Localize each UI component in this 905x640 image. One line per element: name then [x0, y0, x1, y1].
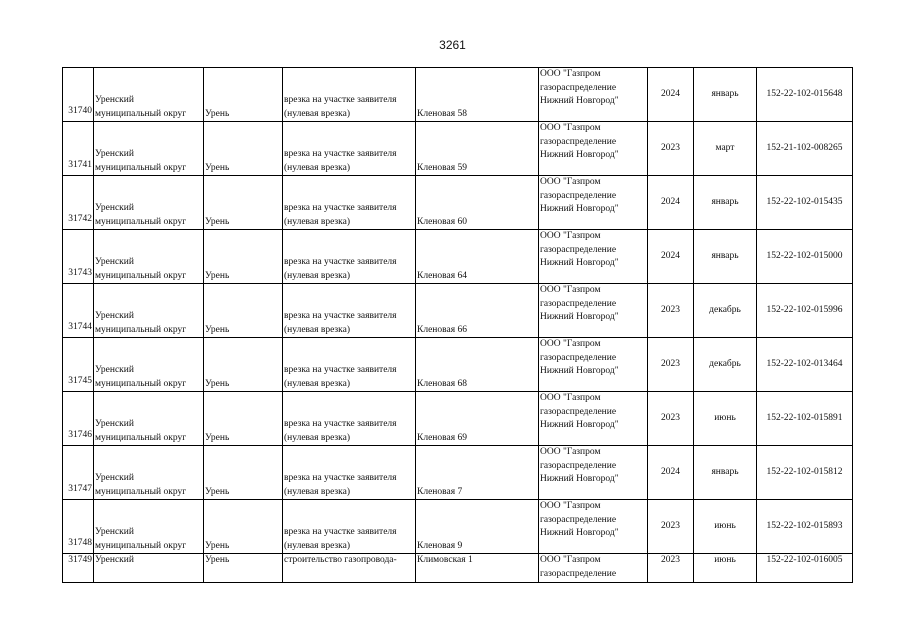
- organization-line: Нижний Новгород": [540, 528, 619, 538]
- organization-line: газораспределение: [540, 460, 617, 471]
- district-cell: [94, 230, 204, 284]
- application-code-cell: 152-22-102-015891: [757, 392, 853, 446]
- month-cell: январь: [694, 176, 757, 230]
- organization-line: Нижний Новгород": [540, 150, 619, 160]
- row-number: 31746: [68, 429, 92, 440]
- month-cell: декабрь: [694, 338, 757, 392]
- work-type-line: врезка на участке заявителя: [284, 419, 397, 429]
- organization-cell: [539, 122, 648, 176]
- row-number-cell: [63, 446, 94, 500]
- organization-line: газораспределение: [540, 82, 617, 93]
- year-cell: 2024: [648, 176, 694, 230]
- district-line: Уренский: [95, 365, 134, 375]
- month-cell: декабрь: [694, 284, 757, 338]
- district-cell: [94, 446, 204, 500]
- district-line: Уренский: [95, 555, 134, 565]
- district-line: Уренский: [95, 527, 134, 537]
- work-type-line: (нулевая врезка): [284, 270, 351, 281]
- organization-cell: [539, 176, 648, 230]
- row-number: 31742: [68, 213, 92, 224]
- work-type-cell: [283, 446, 416, 500]
- address-cell: Климовская 1: [416, 554, 539, 583]
- application-code-cell: 152-22-102-015000: [757, 230, 853, 284]
- district-line: муниципальный округ: [95, 162, 187, 173]
- district-line: муниципальный округ: [95, 486, 187, 497]
- row-number: 31743: [68, 267, 92, 278]
- organization-line: газораспределение: [540, 298, 617, 309]
- work-type-cell: [283, 176, 416, 230]
- district-cell: [94, 68, 204, 122]
- organization-cell: [539, 554, 648, 583]
- locality-cell: Урень: [204, 554, 283, 583]
- organization-line: Нижний Новгород": [540, 204, 619, 214]
- year-cell: 2023: [648, 554, 694, 583]
- table-row: [63, 68, 853, 122]
- locality-cell: Урень: [204, 446, 283, 500]
- district-line: муниципальный округ: [95, 108, 187, 119]
- locality-cell: Урень: [204, 122, 283, 176]
- work-type-cell: [283, 392, 416, 446]
- address-cell: Кленовая 68: [416, 338, 539, 392]
- month-cell: январь: [694, 230, 757, 284]
- locality-cell: Урень: [204, 176, 283, 230]
- organization-line: газораспределение: [540, 514, 617, 525]
- organization-line: ООО "Газпром: [540, 393, 601, 403]
- month-cell: июнь: [694, 392, 757, 446]
- row-number: 31745: [68, 375, 92, 386]
- organization-line: ООО "Газпром: [540, 447, 601, 457]
- district-cell: [94, 338, 204, 392]
- address-cell: Кленовая 64: [416, 230, 539, 284]
- work-type-cell: [283, 554, 416, 583]
- address-cell: Кленовая 58: [416, 68, 539, 122]
- organization-line: ООО "Газпром: [540, 177, 601, 187]
- district-line: муниципальный округ: [95, 216, 187, 227]
- row-number: 31741: [68, 159, 92, 170]
- locality-cell: Урень: [204, 284, 283, 338]
- district-line: Уренский: [95, 149, 134, 159]
- application-code-cell: 152-22-102-016005: [757, 554, 853, 583]
- organization-line: Нижний Новгород": [540, 474, 619, 484]
- work-type-line: врезка на участке заявителя: [284, 203, 397, 213]
- month-cell: январь: [694, 446, 757, 500]
- organization-cell: [539, 68, 648, 122]
- locality-cell: Урень: [204, 68, 283, 122]
- organization-cell: [539, 230, 648, 284]
- locality-cell: Урень: [204, 230, 283, 284]
- organization-line: газораспределение: [540, 352, 617, 363]
- district-cell: [94, 500, 204, 554]
- year-cell: 2023: [648, 392, 694, 446]
- row-number: 31740: [68, 105, 92, 116]
- application-code-cell: 152-21-102-008265: [757, 122, 853, 176]
- work-type-line: (нулевая врезка): [284, 216, 351, 227]
- organization-line: ООО "Газпром: [540, 123, 601, 133]
- work-type-cell: [283, 68, 416, 122]
- organization-cell: [539, 500, 648, 554]
- district-line: Уренский: [95, 311, 134, 321]
- application-code-cell: 152-22-102-015893: [757, 500, 853, 554]
- work-type-line: врезка на участке заявителя: [284, 149, 397, 159]
- application-code-cell: 152-22-102-015812: [757, 446, 853, 500]
- row-number-cell: [63, 284, 94, 338]
- month-cell: июнь: [694, 500, 757, 554]
- year-cell: 2023: [648, 122, 694, 176]
- table-row: [63, 392, 853, 446]
- work-type-line: (нулевая врезка): [284, 540, 351, 551]
- organization-line: ООО "Газпром: [540, 69, 601, 79]
- page-number: 3261: [439, 38, 466, 52]
- work-type-line: врезка на участке заявителя: [284, 311, 397, 321]
- address-cell: Кленовая 9: [416, 500, 539, 554]
- row-number: 31748: [68, 537, 92, 548]
- table-row: [63, 122, 853, 176]
- district-cell: [94, 284, 204, 338]
- work-type-line: (нулевая врезка): [284, 108, 351, 119]
- work-type-line: врезка на участке заявителя: [284, 527, 397, 537]
- work-type-line: строительство газопровода-: [284, 555, 397, 565]
- application-code-cell: 152-22-102-015996: [757, 284, 853, 338]
- row-number-cell: [63, 392, 94, 446]
- organization-line: газораспределение: [540, 190, 617, 201]
- work-type-line: (нулевая врезка): [284, 432, 351, 443]
- address-cell: Кленовая 60: [416, 176, 539, 230]
- table-row: [63, 554, 853, 583]
- district-line: Уренский: [95, 203, 134, 213]
- year-cell: 2023: [648, 338, 694, 392]
- month-cell: июнь: [694, 554, 757, 583]
- registry-table: [62, 67, 853, 583]
- row-number-cell: [63, 176, 94, 230]
- district-cell: [94, 392, 204, 446]
- district-line: Уренский: [95, 257, 134, 267]
- organization-line: Нижний Новгород": [540, 366, 619, 376]
- district-cell: [94, 176, 204, 230]
- table-row: [63, 176, 853, 230]
- organization-line: Нижний Новгород": [540, 96, 619, 106]
- district-line: Уренский: [95, 473, 134, 483]
- district-line: Уренский: [95, 95, 134, 105]
- organization-line: газораспределение: [540, 136, 617, 147]
- row-number-cell: [63, 500, 94, 554]
- row-number-cell: [63, 338, 94, 392]
- organization-line: ООО "Газпром: [540, 339, 601, 349]
- registry-table-body: [63, 68, 853, 583]
- organization-line: Нижний Новгород": [540, 420, 619, 430]
- year-cell: 2024: [648, 230, 694, 284]
- district-line: муниципальный округ: [95, 432, 187, 443]
- work-type-line: врезка на участке заявителя: [284, 257, 397, 267]
- row-number: 31744: [68, 321, 92, 332]
- organization-line: ООО "Газпром: [540, 501, 601, 511]
- organization-cell: [539, 446, 648, 500]
- address-cell: Кленовая 7: [416, 446, 539, 500]
- organization-cell: [539, 338, 648, 392]
- work-type-line: (нулевая врезка): [284, 378, 351, 389]
- work-type-line: врезка на участке заявителя: [284, 365, 397, 375]
- address-cell: Кленовая 66: [416, 284, 539, 338]
- work-type-cell: [283, 500, 416, 554]
- month-cell: март: [694, 122, 757, 176]
- row-number: 31749: [68, 555, 92, 565]
- work-type-cell: [283, 230, 416, 284]
- table-row: [63, 446, 853, 500]
- work-type-line: (нулевая врезка): [284, 162, 351, 173]
- work-type-cell: [283, 122, 416, 176]
- table-row: [63, 284, 853, 338]
- district-line: муниципальный округ: [95, 324, 187, 335]
- row-number: 31747: [68, 483, 92, 494]
- table-row: [63, 338, 853, 392]
- organization-cell: [539, 392, 648, 446]
- organization-line: ООО "Газпром: [540, 231, 601, 241]
- work-type-line: (нулевая врезка): [284, 486, 351, 497]
- row-number-cell: [63, 230, 94, 284]
- work-type-line: врезка на участке заявителя: [284, 95, 397, 105]
- organization-line: газораспределение: [540, 568, 617, 579]
- locality-cell: Урень: [204, 500, 283, 554]
- address-cell: Кленовая 69: [416, 392, 539, 446]
- district-line: муниципальный округ: [95, 270, 187, 281]
- row-number-cell: [63, 68, 94, 122]
- district-line: муниципальный округ: [95, 378, 187, 389]
- row-number-cell: [63, 554, 94, 583]
- application-code-cell: 152-22-102-015435: [757, 176, 853, 230]
- row-number-cell: [63, 122, 94, 176]
- district-line: муниципальный округ: [95, 540, 187, 551]
- application-code-cell: 152-22-102-013464: [757, 338, 853, 392]
- district-cell: [94, 554, 204, 583]
- table-row: [63, 500, 853, 554]
- organization-line: газораспределение: [540, 406, 617, 417]
- district-line: Уренский: [95, 419, 134, 429]
- address-cell: Кленовая 59: [416, 122, 539, 176]
- year-cell: 2023: [648, 500, 694, 554]
- work-type-cell: [283, 284, 416, 338]
- work-type-cell: [283, 338, 416, 392]
- year-cell: 2023: [648, 284, 694, 338]
- year-cell: 2024: [648, 68, 694, 122]
- locality-cell: Урень: [204, 392, 283, 446]
- table-row: [63, 230, 853, 284]
- month-cell: январь: [694, 68, 757, 122]
- organization-line: Нижний Новгород": [540, 312, 619, 322]
- district-cell: [94, 122, 204, 176]
- organization-line: ООО "Газпром: [540, 555, 601, 565]
- application-code-cell: 152-22-102-015648: [757, 68, 853, 122]
- work-type-line: (нулевая врезка): [284, 324, 351, 335]
- organization-cell: [539, 284, 648, 338]
- year-cell: 2024: [648, 446, 694, 500]
- work-type-line: врезка на участке заявителя: [284, 473, 397, 483]
- organization-line: Нижний Новгород": [540, 258, 619, 268]
- organization-line: ООО "Газпром: [540, 285, 601, 295]
- locality-cell: Урень: [204, 338, 283, 392]
- organization-line: газораспределение: [540, 244, 617, 255]
